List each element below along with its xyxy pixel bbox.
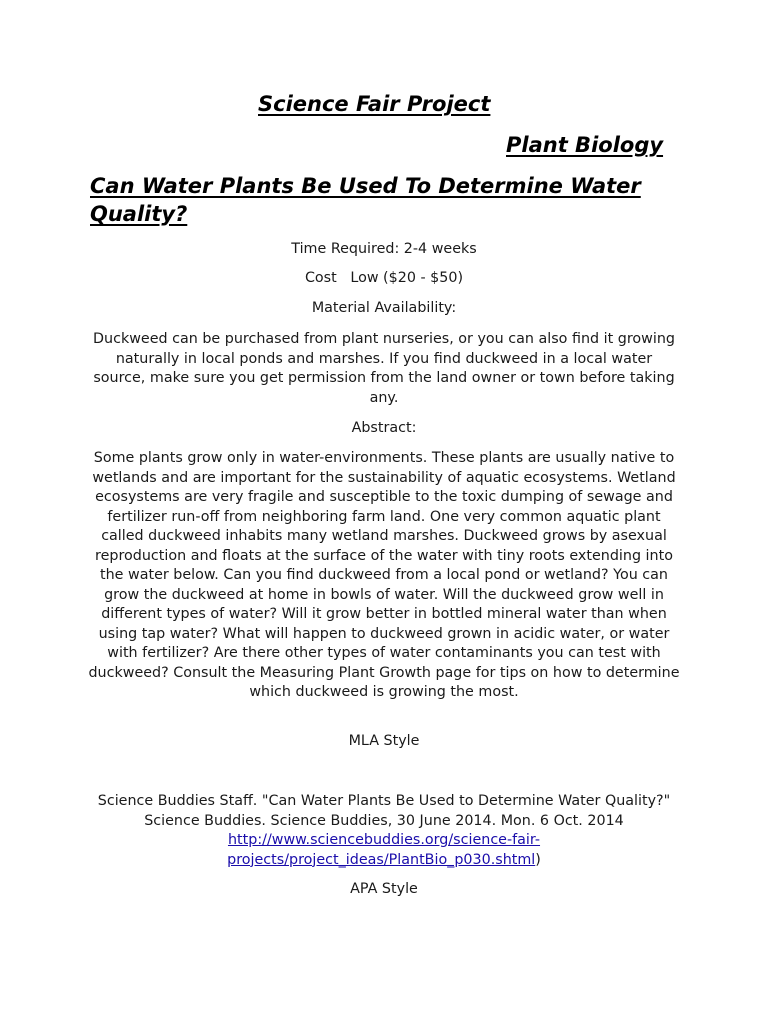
citation-close: ) [535,851,541,868]
apa-style-label: APA Style [350,881,418,897]
project-question-heading: Can Water Plants Be Used To Determine Water Quality? [90,174,641,226]
mla-style-label: MLA Style [348,733,420,749]
cost: Cost Low ($20 - $50) [304,270,464,286]
subject-heading: Plant Biology [506,133,664,157]
mla-citation-text: Science Buddies Staff. "Can Water Plants Be Used to Determine Water Quality?" Science Buddies. Science Buddies, 30 June 2014. Mon. 6 Oct. 2014 [97,793,671,829]
project-title: Science Fair Project [258,92,491,116]
time-required: Time Required: 2-4 weeks [291,241,477,257]
abstract-text: Some plants grow only in water-environments. These plants are usually native to wetlands and are important for the sustainability of aquatic ecosystems. Wetland ecosystems are very fragile and susceptible to the toxic dumping of sewage and fertilizer run-off from neighboring farm land. One very common aquatic plant called duckweed inhabits many wetland marshes. Duckweed grows by asexual reproduction and floats at the surface of the water with tiny roots extending into the water below. Can you find duckweed from a local pond or wetland? You can grow the duckweed at home in bowls of water. Will the duckweed grow well in different types of water? Will it grow better in bottled mineral water than when using tap water? What will happen to duckweed grown in acidic water, or water with fertilizer? Are there other types of water contaminants you can test with duckweed? Consult the Measuring Plant Growth page for tips on how to determine which duckweed is growing the most. [88,450,680,700]
material-availability-text: Duckweed can be purchased from plant nurseries, or you can also find it growing naturally in local ponds and marshes. If you find duckweed in a local water source, make sure you get permission from the land owner or town before taking any. [93,331,675,406]
material-availability-label: Material Availability: [311,300,457,316]
citation-link[interactable]: http://www.sciencebuddies.org/science-fair-projects/project_ideas/PlantBio_p030.shtml [227,832,541,868]
mla-citation [88,792,680,870]
abstract-label: Abstract: [351,420,417,436]
